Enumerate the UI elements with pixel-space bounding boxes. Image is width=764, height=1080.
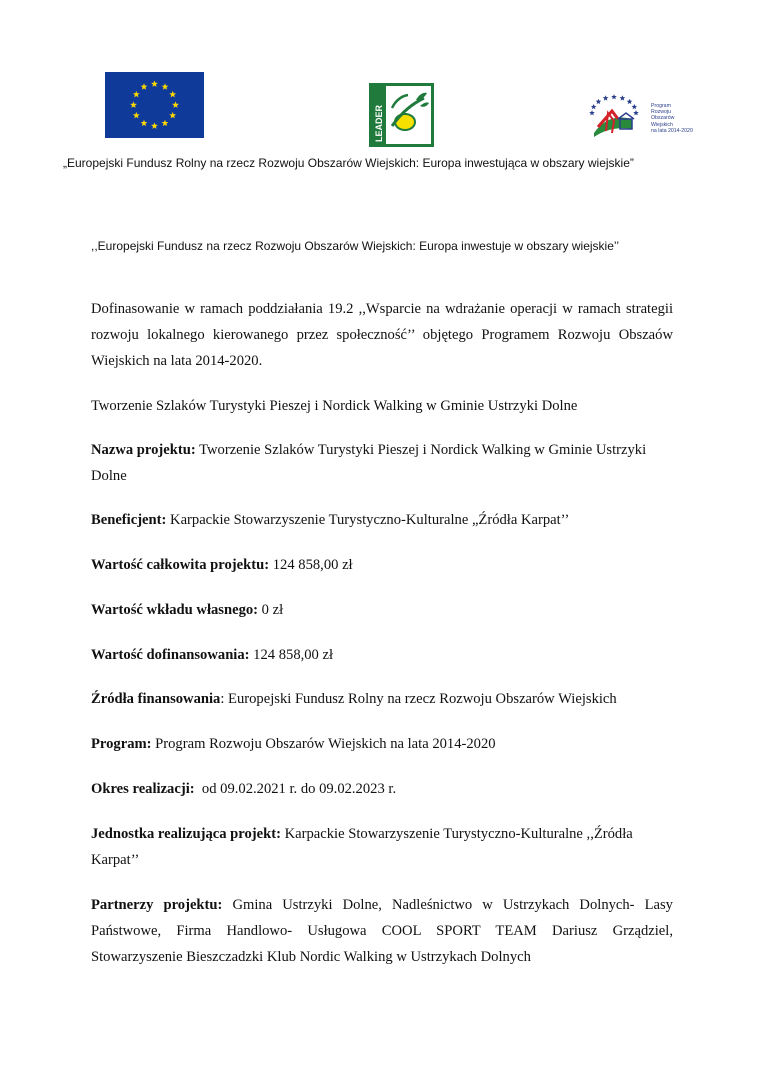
- prow-star-icon: [631, 104, 637, 109]
- field-value: 0 zł: [258, 602, 284, 618]
- field-label: Program:: [91, 736, 152, 752]
- prow-star-icon: [633, 110, 639, 115]
- field-okres: [91, 776, 673, 802]
- eu-star-icon: [133, 112, 140, 119]
- prow-text-line: na lata 2014-2020: [651, 127, 693, 134]
- eu-star-icon: [133, 91, 140, 98]
- eu-flag-logo: [105, 72, 204, 138]
- eu-star-icon: [141, 83, 148, 90]
- field-dofinansowanie: [91, 642, 673, 668]
- prow-logo-text: [651, 103, 693, 134]
- field-label: Partnerzy projektu:: [91, 897, 223, 913]
- field-label: Wartość dofinansowania:: [91, 647, 250, 663]
- field-beneficjent: [91, 507, 673, 533]
- field-value: 124 858,00 zł: [269, 557, 353, 573]
- prow-text-line: Obszarów: [651, 115, 675, 122]
- leader-wordmark: LEADER: [374, 104, 384, 142]
- field-zrodla: [91, 686, 673, 712]
- prow-star-icon: [589, 110, 595, 115]
- field-label: Źródła finansowania: [91, 691, 221, 707]
- project-heading: Tworzenie Szlaków Turystyki Pieszej i Nordick Walking w Gminie Ustrzyki Dolne: [91, 398, 578, 414]
- leader-emblem-icon: [372, 86, 431, 144]
- document-body: [91, 296, 673, 970]
- motto-second: ,,Europejski Fundusz na rzecz Rozwoju Obszarów Wiejskich: Europa inwestuje w obszary wiejskie’’: [91, 239, 619, 253]
- prow-text-line: Wiejskich: [651, 121, 673, 128]
- field-wartosc-calkowita: [91, 552, 673, 578]
- eu-stars-icon: [105, 72, 204, 138]
- prow-star-icon: [603, 95, 609, 100]
- field-label: Okres realizacji:: [91, 781, 195, 797]
- eu-star-icon: [162, 120, 169, 127]
- field-jednostka: [91, 821, 673, 873]
- eu-star-icon: [130, 101, 137, 108]
- field-nazwa: [91, 437, 673, 489]
- leader-logo: [369, 83, 434, 147]
- prow-star-icon: [591, 104, 597, 109]
- field-value: : Europejski Fundusz Rolny na rzecz Rozwoju Obszarów Wiejskich: [220, 691, 617, 707]
- prow-star-icon: [620, 95, 626, 100]
- field-value: Tworzenie Szlaków Turystyki Pieszej i Nordick Walking w Gminie Ustrzyki Dolne: [91, 442, 647, 484]
- field-value: Karpackie Stowarzyszenie Turystyczno-Kulturalne „Źródła Karpat’’: [166, 512, 570, 528]
- prow-text-line: Rozwoju: [651, 109, 671, 116]
- prow-star-icon: [596, 99, 602, 104]
- prow-star-icon: [627, 99, 633, 104]
- prow-text-line: Program: [651, 103, 671, 109]
- prow-emblem-icon: [584, 89, 650, 141]
- prow-star-icon: [611, 94, 617, 99]
- field-value: Gmina Ustrzyki Dolne, Nadleśnictwo w Ustrzykach Dolnych- Lasy Państwowe, Firma Handlowo- Usługowa COOL SPORT TEAM Dariusz Grządziel, Stowarzyszenie Bieszczadzki Klub Nordic Walking w Ustrzykach Dolnych: [91, 897, 673, 965]
- field-partnerzy: [91, 892, 673, 970]
- logo-bar: [0, 0, 764, 150]
- field-program: [91, 731, 673, 757]
- field-label: Wartość wkładu własnego:: [91, 602, 259, 618]
- eu-star-icon: [169, 91, 176, 98]
- field-value: Karpackie Stowarzyszenie Turystyczno-Kulturalne ,,Źródła Karpat’’: [91, 826, 633, 868]
- intro-paragraph: Dofinasowanie w ramach poddziałania 19.2 ,,Wsparcie na wdrażanie operacji w ramach strategii rozwoju lokalnego kierowanego przez społeczność’’ objętego Programem Rozwoju Obszaów Wiejskich na lata 2014-2020.: [91, 301, 673, 369]
- field-label: Nazwa projektu:: [91, 442, 196, 458]
- field-label: Beneficjent:: [91, 512, 167, 528]
- eu-star-icon: [162, 83, 169, 90]
- field-value: Program Rozwoju Obszarów Wiejskich na lata 2014-2020: [151, 736, 496, 752]
- eu-star-icon: [151, 80, 158, 87]
- motto-top: „Europejski Fundusz Rolny na rzecz Rozwoju Obszarów Wiejskich: Europa inwestująca w obszary wiejskie”: [63, 156, 634, 170]
- eu-star-icon: [151, 122, 158, 129]
- field-value: od 09.02.2021 r. do 09.02.2023 r.: [194, 781, 397, 797]
- eu-star-icon: [169, 112, 176, 119]
- eu-star-icon: [141, 120, 148, 127]
- field-label: Jednostka realizująca projekt:: [91, 826, 281, 842]
- field-value: 124 858,00 zł: [249, 647, 334, 663]
- field-wklad-wlasny: [91, 597, 673, 623]
- field-label: Wartość całkowita projektu:: [91, 557, 270, 573]
- eu-star-icon: [172, 101, 179, 108]
